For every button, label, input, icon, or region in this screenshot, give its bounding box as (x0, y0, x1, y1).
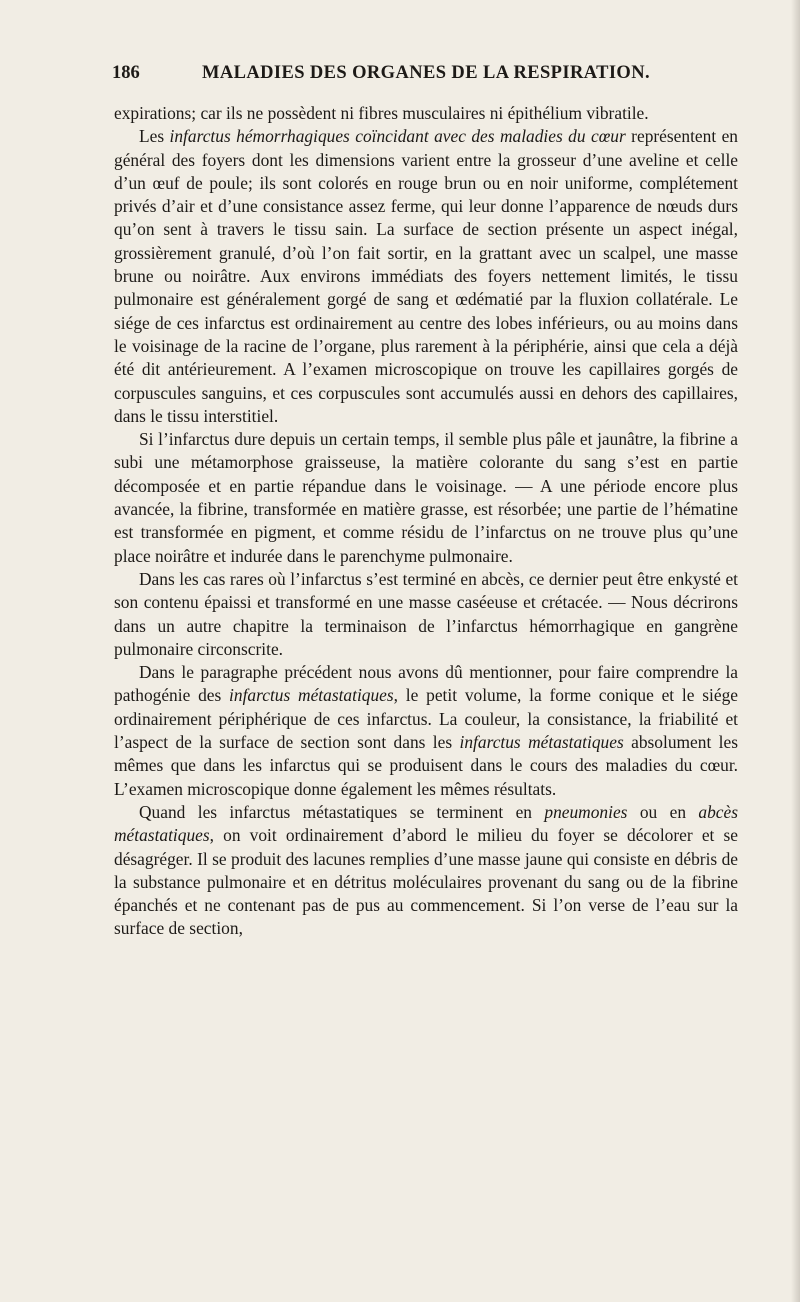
paragraph (114, 801, 738, 941)
text-run: , le petit volume, la forme conique et le siége ordinairement périphérique de ces infarctus. La couleur, la consistance, la friabilité et l’aspect de la surface de section sont dans les (114, 685, 738, 753)
text-run: Quand les infarctus métastatiques se terminent en (139, 801, 545, 822)
text-run: , on voit ordinairement d’abord le milieu du foyer se décolorer et se désagréger. Il se produit des lacunes remplies d’une masse jaune qui consiste en débris de la substance pulmonaire et en détritus moléculaires provenant du sang ou de la fibrine épanchés et ne contenant pas de pus au commencement. Si l’on verse de l’eau sur la surface de section, (114, 825, 738, 939)
body-text (114, 102, 738, 941)
paragraph (114, 661, 738, 801)
italic-term: infarctus métastatiques (229, 685, 394, 706)
text-run: Si l’infarctus dure depuis un certain temps, il semble plus pâle et jaunâtre, la fibrine a subi une métamorphose graisseuse, la matière colorante du sang s’est en partie décomposée et en partie répandue dans le voisinage. — A une période encore plus avancée, la fibrine, transformée en matière grasse, est résorbée; une partie de l’hématine est transformée en pigment, et comme résidu de l’infarctus on ne trouve plus qu’une place noirâtre et indurée dans le parenchyme pulmonaire. (114, 429, 738, 566)
paragraph (114, 125, 738, 428)
text-run: Dans les cas rares où l’infarctus s’est terminé en abcès, ce dernier peut être enkysté et son contenu épaissi et transformé en une masse caséeuse et crétacée. — Nous décrirons dans un autre chapitre la terminaison de l’infarctus hémorrhagique en gangrène pulmonaire circonscrite. (114, 568, 738, 659)
page-number: 186 (112, 63, 140, 83)
italic-term: infarctus métastatiques (459, 732, 624, 753)
page-header (112, 63, 740, 89)
paragraph (114, 102, 738, 125)
paragraph (114, 568, 738, 661)
italic-term: infarctus hémorrhagiques coïncidant avec des maladies du cœur (169, 126, 626, 147)
text-run: Dans le paragraphe précédent nous avons dû mentionner, pour faire comprendre la pathogénie des (114, 662, 738, 706)
running-title: MALADIES DES ORGANES DE LA RESPIRATION. (201, 63, 651, 83)
page-edge-shadow (791, 0, 800, 1302)
text-run: Les (139, 126, 170, 147)
text-run: représentent en général des foyers dont les dimensions varient entre la grosseur d’une aveline et celle d’un œuf de poule; ils sont colorés en rouge brun ou en noir uniforme, complétement privés d’air et d’une consistance assez ferme, qui leur donne l’apparence de nœuds durs qu’on sent à travers le tissu sain. La surface de section présente un aspect inégal, grossièrement granulé, d’où l’on fait sortir, en la grattant avec un scalpel, une masse brune ou noirâtre. Aux environs immédiats des foyers nettement limités, le tissu pulmonaire est généralement gorgé de sang et œdématié par la fluxion collatérale. Le siége de ces infarctus est ordinairement au centre des lobes inférieurs, ou au moins dans le voisinage de la racine de l’organe, plus rarement à la périphérie, ainsi que cela a déjà été dit antérieurement. A l’examen microscopique on trouve les capillaires gorgés de corpuscules sanguins, et ces corpuscules sont accumulés aussi en dehors des capillaires, dans le tissu interstitiel. (114, 126, 738, 426)
text-run: absolument les mêmes que dans les infarctus qui se produisent dans le cours des maladies du cœur. L’examen microscopique donne également les mêmes résultats. (114, 732, 738, 799)
italic-term: abcès métastatiques (114, 801, 738, 846)
text-run: expirations; car ils ne possèdent ni fibres musculaires ni épithélium vibratile. (114, 103, 649, 123)
text-run: ou en (627, 801, 699, 822)
italic-term: pneumonies (544, 801, 628, 822)
paragraph (114, 428, 738, 568)
